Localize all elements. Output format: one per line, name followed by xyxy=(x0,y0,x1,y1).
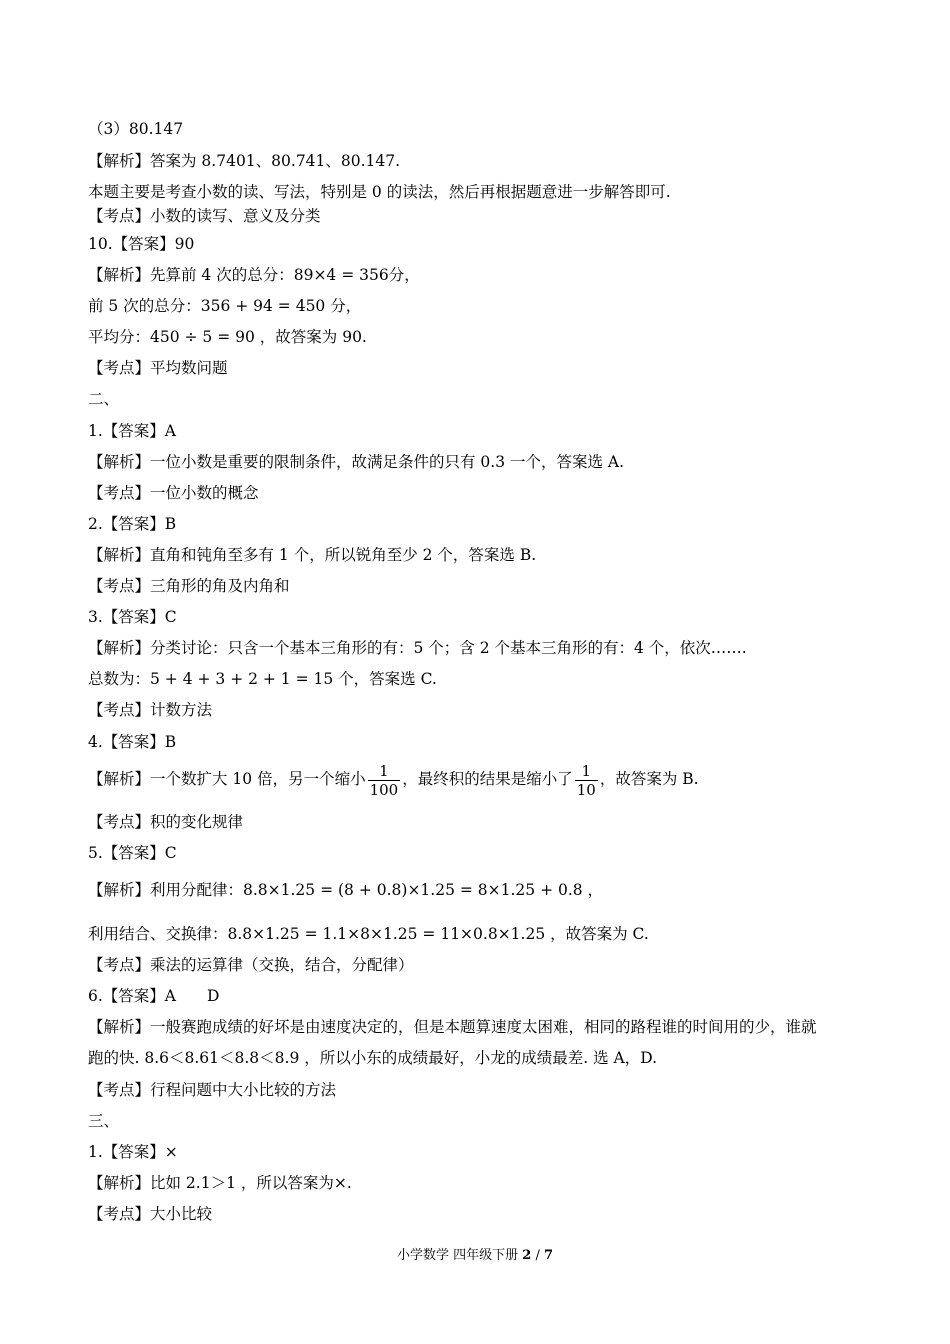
text-line: 2.【答案】B xyxy=(88,515,177,533)
text-segment: 【解析】一个数扩大 10 倍，另一个缩小 xyxy=(88,770,366,788)
text-line: 【考点】乘法的运算律（交换，结合，分配律） xyxy=(88,956,414,974)
text-line: 【考点】大小比较 xyxy=(88,1205,213,1223)
text-line: 【考点】积的变化规律 xyxy=(88,813,244,831)
text-line: （3）80.147 xyxy=(88,120,184,138)
text-line: 【考点】行程问题中大小比较的方法 xyxy=(88,1081,337,1099)
footer-page-total: 7 xyxy=(543,1248,554,1263)
text-line: 总数为：5 + 4 + 3 + 2 + 1 = 15 个，答案选 C. xyxy=(88,670,437,688)
text-segment: ，最终积的结果是缩小了 xyxy=(402,770,573,788)
text-line: 5.【答案】C xyxy=(88,844,177,862)
text-line: 【解析】分类讨论：只含一个基本三角形的有：5 个；含 2 个基本三角形的有：4 个，依次……. xyxy=(88,639,747,657)
fraction-1-100 xyxy=(368,762,401,799)
text-line: 平均分：450 ÷ 5 = 90 ，故答案为 90. xyxy=(88,328,367,346)
footer-separator: / xyxy=(531,1248,544,1263)
fraction-denominator: 100 xyxy=(369,780,399,799)
text-line: 【考点】一位小数的概念 xyxy=(88,484,259,502)
text-line: 【考点】平均数问题 xyxy=(88,359,228,377)
text-line: 4.【答案】B xyxy=(88,733,177,751)
section-heading: 二、 xyxy=(88,390,120,408)
fraction-explanation-line xyxy=(88,760,868,799)
fraction-numerator: 1 xyxy=(368,762,401,781)
text-line: 【解析】答案为 8.7401、80.741、80.147. xyxy=(88,152,401,170)
text-line: 10.【答案】90 xyxy=(88,235,195,253)
text-line: 【解析】利用分配律：8.8×1.25 = (8 + 0.8)×1.25 = 8×1.25 + 0.8 ， xyxy=(88,881,604,899)
text-line: 1.【答案】× xyxy=(88,1143,178,1161)
text-line: 6.【答案】A D xyxy=(88,987,220,1005)
fraction-numerator: 1 xyxy=(575,762,598,781)
text-line: 【解析】一般赛跑成绩的好坏是由速度决定的，但是本题算速度太困难，相同的路程谁的时间用的少，谁就 xyxy=(88,1018,817,1036)
text-line: 3.【答案】C xyxy=(88,608,177,626)
text-line: 【考点】小数的读写、意义及分类 xyxy=(88,207,321,225)
text-line: 1.【答案】A xyxy=(88,422,176,440)
text-line: 【考点】三角形的角及内角和 xyxy=(88,577,290,595)
text-segment: ，故答案为 B. xyxy=(599,770,699,788)
fraction-1-10 xyxy=(575,762,598,799)
text-line: 【解析】先算前 4 次的总分：89×4 = 356分， xyxy=(88,266,420,284)
text-line: 【解析】直角和钝角至多有 1 个，所以锐角至少 2 个，答案选 B. xyxy=(88,546,537,564)
text-line: 【考点】计数方法 xyxy=(88,701,213,719)
text-line: 本题主要是考查小数的读、写法，特别是 0 的读法，然后再根据题意进一步解答即可. xyxy=(88,183,671,201)
text-line: 【解析】一位小数是重要的限制条件，故满足条件的只有 0.3 一个，答案选 A. xyxy=(88,453,625,471)
page-footer xyxy=(0,1247,950,1265)
text-line: 前 5 次的总分：356 + 94 = 450 分， xyxy=(88,297,362,315)
text-line: 【解析】比如 2.1＞1 ，所以答案为×. xyxy=(88,1174,352,1192)
text-line: 利用结合、交换律：8.8×1.25 = 1.1×8×1.25 = 11×0.8×1.25 ，故答案为 C. xyxy=(88,925,649,943)
footer-title: 小学数学 四年级下册 xyxy=(396,1248,519,1263)
section-heading: 三、 xyxy=(88,1112,120,1130)
text-line: 跑的快. 8.6＜8.61＜8.8＜8.9 ，所以小东的成绩最好，小龙的成绩最差. 选 A，D. xyxy=(88,1049,658,1067)
fraction-denominator: 10 xyxy=(576,780,596,799)
footer-page-number: 2 xyxy=(522,1248,532,1263)
